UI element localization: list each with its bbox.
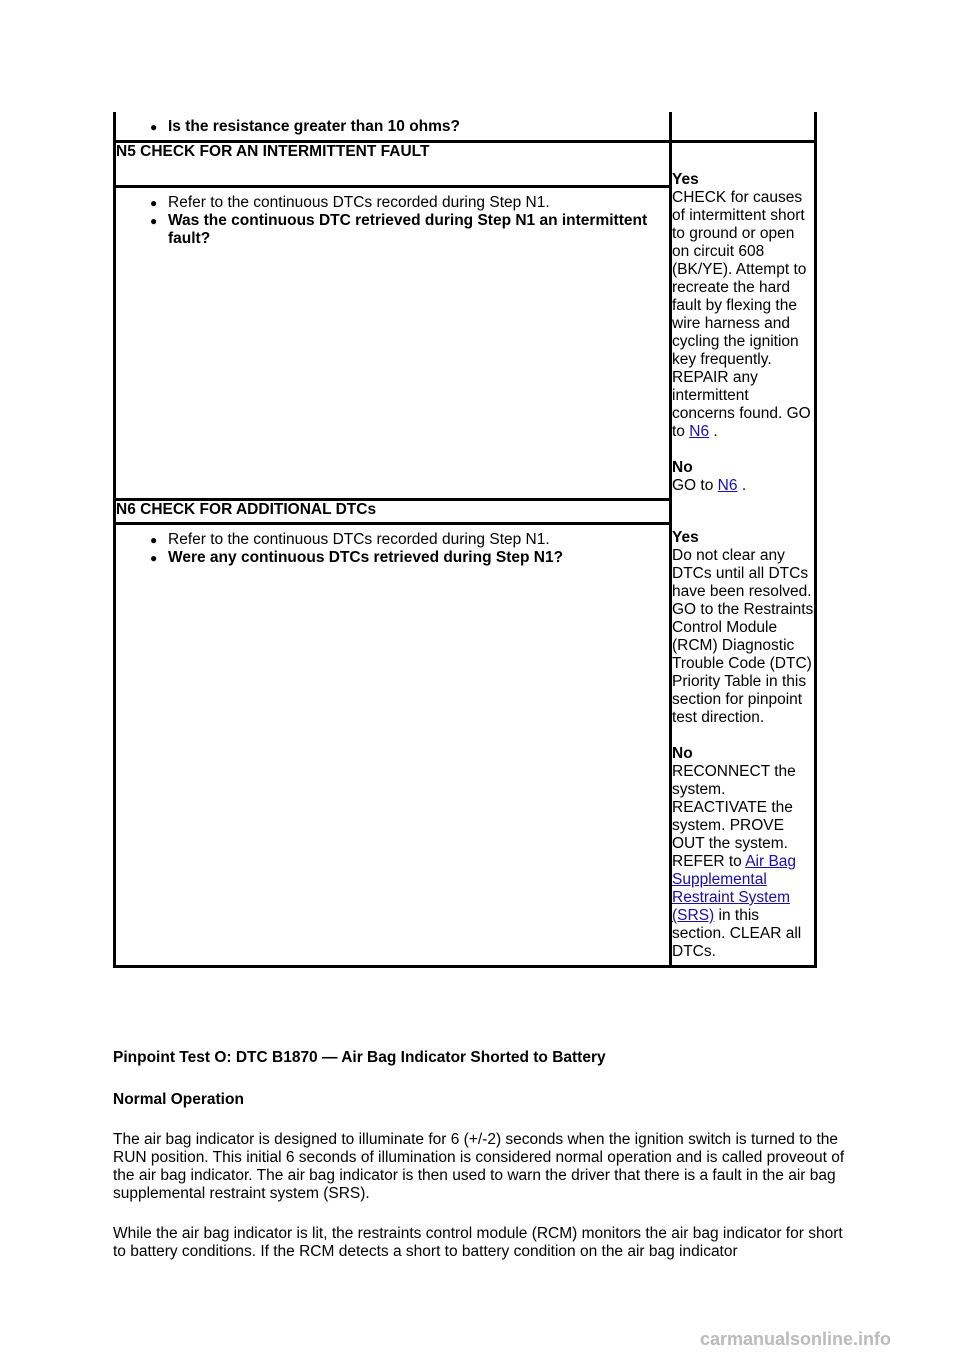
question-bullet: ● Is the resistance greater than 10 ohms? (150, 118, 669, 136)
link-n6[interactable]: N6 (689, 423, 710, 440)
result-cell-n6: Yes Do not clear any DTCs until all DTCs have been resolved. GO to the Restraints Control Module (RCM) Diagnostic Trouble Code (DTC) Priority Table in this section for pinpoint test direction. No RECONNECT the system. REACTIVATE the system. PROVE OUT the system. REFER to Air Bag Supplemental Restraint System (SRS) in this section. CLEAR all DTCs. (671, 499, 816, 967)
yes-text: Do not clear any DTCs until all DTCs have been resolved. GO to the Restraints Control Module (RCM) Diagnostic Trouble Code (DTC) Priority Table in this section for pinpoint test direction. (672, 547, 814, 726)
yes-label: Yes (672, 529, 699, 546)
step-header-n5: N5 CHECK FOR AN INTERMITTENT FAULT (115, 142, 671, 187)
section-title: Pinpoint Test O: DTC B1870 — Air Bag Indicator Shorted to Battery (113, 1049, 606, 1066)
paragraph: The air bag indicator is designed to illuminate for 6 (+/-2) seconds when the ignition switch is turned to the RUN position. This initial 6 seconds of illumination is considered normal operation and is called proveout of the air bag indicator. The air bag indicator is then used to warn the driver that there is a fault in the air bag supplemental restraint system (SRS). (113, 1131, 845, 1202)
paragraph: While the air bag indicator is lit, the restraints control module (RCM) monitors the air bag indicator for short to battery conditions. If the RCM detects a short to battery condition on the air bag indicator (113, 1225, 843, 1260)
table-row (115, 112, 816, 142)
no-label: No (672, 459, 693, 476)
link-n6[interactable]: N6 (717, 477, 738, 494)
pinpoint-test-table (113, 112, 817, 968)
yes-text: CHECK for causes of intermittent short to ground or open on circuit 608 (BK/YE). Attempt to recreate the hard fault by flexing the wire harness and cycling the ignition key frequently. REPAIR any intermittent concerns found. GO to (672, 189, 811, 440)
instruction-bullet: ● Refer to the continuous DTCs recorded during Step N1. (150, 194, 669, 212)
table-row (115, 142, 816, 187)
section-subtitle: Normal Operation (113, 1091, 244, 1108)
step-header-n6: N6 CHECK FOR ADDITIONAL DTCs (115, 499, 671, 524)
table-row (115, 499, 816, 524)
result-cell-n5: Yes CHECK for causes of intermittent short to ground or open on circuit 608 (BK/YE). Attempt to recreate the hard fault by flexing the wire harness and cycling the ignition key frequently. REPAIR any intermittent concerns found. GO to N6 . No GO to N6 . (671, 142, 816, 500)
no-label: No (672, 745, 693, 762)
no-text: GO to (672, 477, 714, 494)
watermark: carmanualsonline.info (700, 1329, 892, 1349)
instruction-bullet: ● Refer to the continuous DTCs recorded during Step N1. (150, 531, 669, 549)
question-bullet: ● Were any continuous DTCs retrieved during Step N1? (150, 549, 669, 567)
yes-label: Yes (672, 171, 699, 188)
no-text: RECONNECT the system. REACTIVATE the system. PROVE OUT the system. REFER to (672, 763, 796, 870)
link-srs[interactable]: Air Bag Supplemental Restraint System (SRS) (672, 853, 797, 924)
question-bullet: ● Was the continuous DTC retrieved during Step N1 an intermittent fault? (150, 212, 669, 248)
